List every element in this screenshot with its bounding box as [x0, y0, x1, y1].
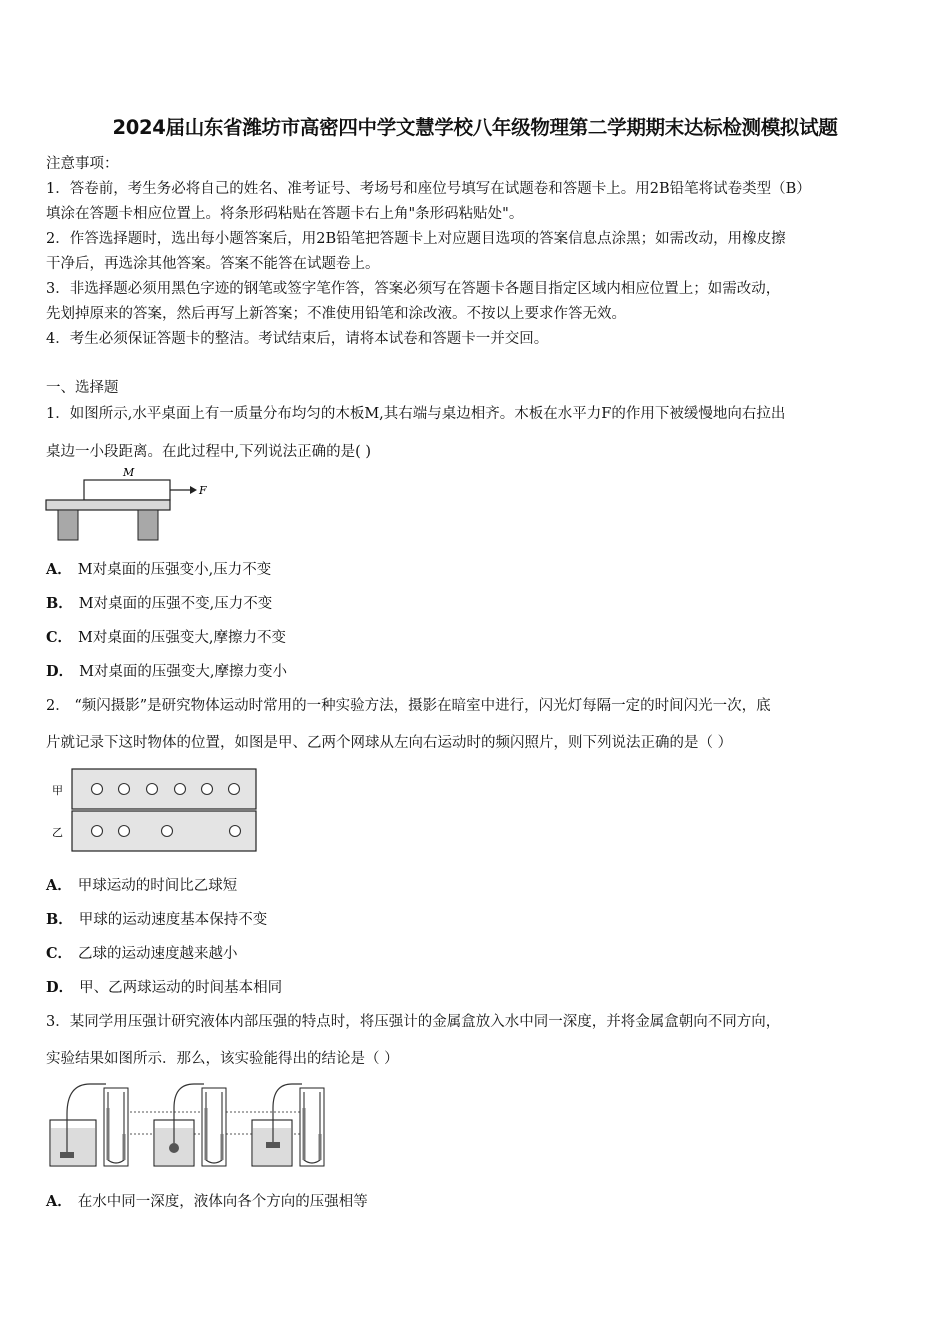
notice-line: 4．考生必须保证答题卡的整洁。考试结束后，请将本试卷和答题卡一并交回。 — [46, 331, 549, 347]
option-text: M对桌面的压强变大,摩擦力变小 — [79, 664, 288, 680]
label-f: F — [199, 484, 207, 497]
notice-heading: 注意事项： — [46, 156, 119, 172]
option-text: 甲球的运动速度基本保持不变 — [78, 912, 268, 928]
notice-line: 2．作答选择题时，选出每小题答案后，用2B铅笔把答题卡上对应题目选项的答案信息点涂黑；如需改动，用橡皮擦 — [46, 231, 786, 247]
question-1-text: 桌边一小段距离。在此过程中,下列说法正确的是( ) — [46, 444, 372, 460]
question-3-text: 实验结果如图所示．那么，该实验能得出的结论是（ ） — [46, 1051, 399, 1067]
option-d[interactable] — [46, 976, 282, 997]
option-key: A． — [46, 877, 72, 894]
option-a[interactable] — [46, 874, 237, 895]
question-1-text: 1．如图所示,水平桌面上有一质量分布均匀的木板M,其右端与桌边相齐。木板在水平力F的作用下被缓慢地向右拉出 — [46, 406, 786, 422]
gauge-setup-1 — [50, 1084, 128, 1166]
option-b[interactable] — [46, 908, 267, 929]
option-c[interactable] — [46, 626, 286, 647]
ball-jia — [92, 784, 103, 795]
notice-line: 干净后，再选涂其他答案。答案不能答在试题卷上。 — [46, 256, 380, 272]
option-c[interactable] — [46, 942, 238, 963]
option-key: B． — [46, 911, 73, 928]
ball-jia — [175, 784, 186, 795]
option-text: 甲球运动的时间比乙球短 — [77, 878, 238, 894]
board-table-figure — [44, 466, 214, 544]
ball-jia — [119, 784, 130, 795]
ball-jia — [202, 784, 213, 795]
label-yi: 乙 — [52, 826, 63, 839]
option-key: A． — [46, 561, 72, 578]
option-key: C． — [46, 629, 73, 646]
ball-jia — [147, 784, 158, 795]
option-text: 甲、乙两球运动的时间基本相同 — [79, 980, 283, 996]
ball-jia — [229, 784, 240, 795]
option-key: C． — [46, 945, 73, 962]
table-leg — [58, 510, 78, 540]
label-jia: 甲 — [52, 784, 63, 797]
option-b[interactable] — [46, 592, 272, 613]
ball-yi — [230, 826, 241, 837]
board-m — [84, 480, 170, 500]
notice-line: 3．非选择题必须用黑色字迹的钢笔或签字笔作答，答案必须写在答题卡各题目指定区域内相应位置上；如需改动， — [46, 281, 781, 297]
question-2-text: 片就记录下这时物体的位置，如图是甲、乙两个网球从左向右运动时的频闪照片，则下列说法正确的是（ ） — [46, 735, 733, 751]
notice-line: 填涂在答题卡相应位置上。将条形码粘贴在答题卡右上角"条形码粘贴处"。 — [46, 206, 524, 222]
question-3-text: 3．某同学用压强计研究液体内部压强的特点时，将压强计的金属盒放入水中同一深度，并将金属盒朝向不同方向， — [46, 1014, 781, 1030]
option-d[interactable] — [46, 660, 287, 681]
ball-yi — [92, 826, 103, 837]
option-a[interactable] — [46, 558, 271, 579]
option-a[interactable] — [46, 1190, 368, 1211]
notice-line: 1．答卷前，考生务必将自己的姓名、准考证号、考场号和座位号填写在试题卷和答题卡上。用2B铅笔将试卷类型（B） — [46, 181, 811, 197]
ball-yi — [162, 826, 173, 837]
option-text: 乙球的运动速度越来越小 — [78, 946, 238, 962]
option-text: M对桌面的压强不变,压力不变 — [78, 596, 273, 612]
page-title: 2024届山东省潍坊市高密四中学文慧学校八年级物理第二学期期末达标检测模拟试题 — [112, 116, 838, 139]
option-key: D． — [46, 979, 74, 996]
section-heading: 一、选择题 — [46, 380, 119, 396]
option-key: D． — [46, 663, 74, 680]
option-key: B． — [46, 595, 73, 612]
arrow-head-icon — [190, 486, 197, 494]
table-leg — [138, 510, 158, 540]
gauge-setup-3 — [252, 1084, 324, 1166]
strobe-photo-figure — [44, 764, 264, 856]
ball-yi — [119, 826, 130, 837]
table-top — [46, 500, 170, 510]
option-text: M对桌面的压强变小,压力不变 — [77, 562, 272, 578]
option-text: 在水中同一深度，液体向各个方向的压强相等 — [77, 1194, 368, 1210]
label-m: M — [123, 466, 135, 479]
pressure-gauge-figure — [44, 1078, 330, 1172]
gauge-setup-2 — [154, 1084, 226, 1166]
notice-line: 先划掉原来的答案，然后再写上新答案；不准使用铅笔和涂改液。不按以上要求作答无效。 — [46, 306, 626, 322]
option-key: A． — [46, 1193, 72, 1210]
question-2-text: 2． “频闪摄影”是研究物体运动时常用的一种实验方法，摄影在暗室中进行，闪光灯每隔一定的时间闪光一次，底 — [46, 698, 771, 714]
option-text: M对桌面的压强变大,摩擦力不变 — [78, 630, 287, 646]
